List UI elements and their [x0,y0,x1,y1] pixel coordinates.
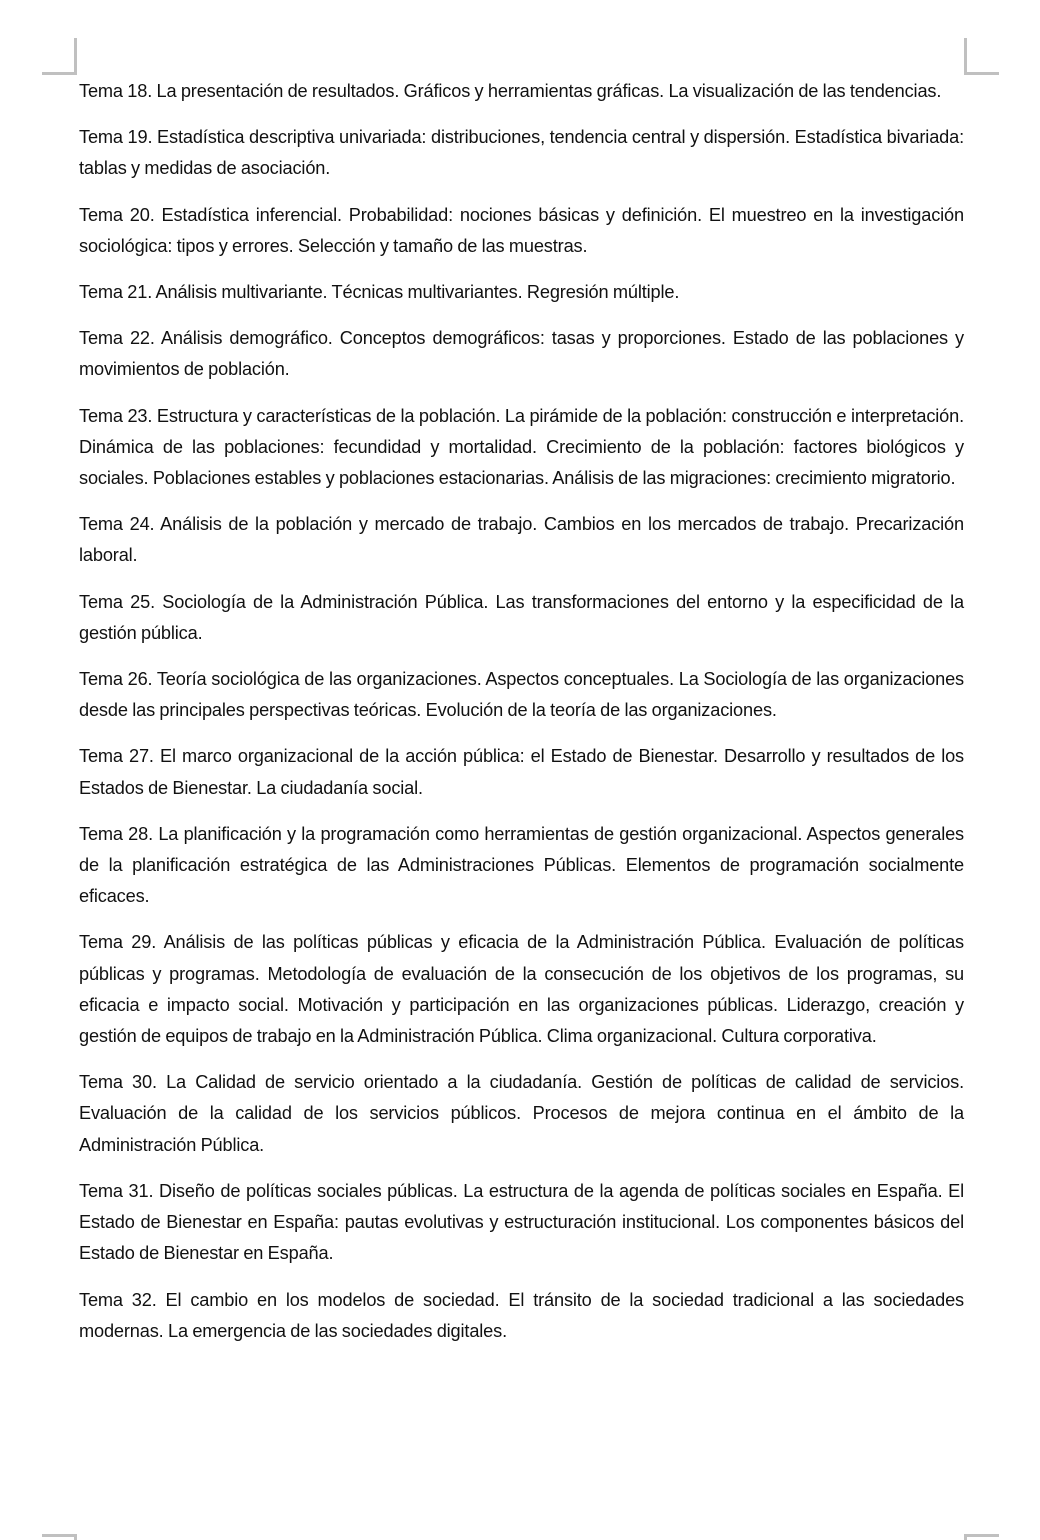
tema-22-paragraph: Tema 22. Análisis demográfico. Conceptos demográficos: tasas y proporciones. Estado de las poblaciones y movimientos de población. [79,328,964,380]
tema-32-paragraph: Tema 32. El cambio en los modelos de sociedad. El tránsito de la sociedad tradicional a las sociedades modernas. La emergencia de las sociedades digitales. [79,1289,964,1341]
crop-mark-bottom-left [42,1534,77,1537]
tema-23-paragraph: Tema 23. Estructura y características de la población. La pirámide de la población: construcción e interpretación. Dinámica de las poblaciones: fecundidad y mortalidad. Crecimiento de la población: factores biológicos y sociales. Poblaciones estables y poblaciones estacionarias. Análisis de las migraciones: crecimiento migratorio. [79,405,964,489]
tema-29-paragraph: Tema 29. Análisis de las políticas públicas y eficacia de la Administración Pública. Evaluación de políticas públicas y programas. Metodología de evaluación de la consecución de los objetivos de los programas, su eficacia e impacto social. Motivación y participación en las organizaciones públicas. Liderazgo, creación y gestión de equipos de trabajo en la Administración Pública. Clima organizacional. Cultura corporativa. [79,932,964,1047]
tema-28-paragraph: Tema 28. La planificación y la programación como herramientas de gestión organizacional. Aspectos generales de la planificación estratégica de las Administraciones Públicas. Elementos de programación socialmente eficaces. [79,823,964,907]
tema-20-paragraph: Tema 20. Estadística inferencial. Probabilidad: nociones básicas y definición. El muestreo en la investigación sociológica: tipos y errores. Selección y tamaño de las muestras. [79,204,964,256]
tema-31-paragraph: Tema 31. Diseño de políticas sociales públicas. La estructura de la agenda de políticas sociales en España. El Estado de Bienestar en España: pautas evolutivas y estructuración institucional. Los componentes básicos del Estado de Bienestar en España. [79,1180,964,1264]
document-body [79,76,964,1362]
crop-mark-top-right [964,38,967,74]
tema-26-paragraph: Tema 26. Teoría sociológica de las organizaciones. Aspectos conceptuales. La Sociología de las organizaciones desde las principales perspectivas teóricas. Evolución de la teoría de las organizaciones. [79,669,964,721]
crop-mark-bottom-right [964,1534,999,1537]
tema-19-paragraph: Tema 19. Estadística descriptiva univariada: distribuciones, tendencia central y dispersión. Estadística bivariada: tablas y medidas de asociación. [79,127,964,179]
tema-21-paragraph: Tema 21. Análisis multivariante. Técnicas multivariantes. Regresión múltiple. [79,282,680,303]
crop-mark-top-left [42,72,77,75]
crop-mark-bottom-left [74,1534,77,1540]
tema-30-paragraph: Tema 30. La Calidad de servicio orientado a la ciudadanía. Gestión de políticas de calidad de servicios. Evaluación de la calidad de los servicios públicos. Procesos de mejora continua en el ámbito de la Administración Pública. [79,1072,964,1155]
tema-18-paragraph: Tema 18. La presentación de resultados. Gráficos y herramientas gráficas. La visualización de las tendencias. [79,81,942,101]
tema-24-paragraph: Tema 24. Análisis de la población y mercado de trabajo. Cambios en los mercados de trabajo. Precarización laboral. [79,514,964,566]
tema-25-paragraph: Tema 25. Sociología de la Administración Pública. Las transformaciones del entorno y la especificidad de la gestión pública. [79,591,964,643]
crop-mark-top-right [964,72,999,75]
crop-mark-top-left [74,38,77,74]
crop-mark-bottom-right [964,1534,967,1540]
tema-27-paragraph: Tema 27. El marco organizacional de la acción pública: el Estado de Bienestar. Desarrollo y resultados de los Estados de Bienestar. La ciudadanía social. [79,746,964,798]
